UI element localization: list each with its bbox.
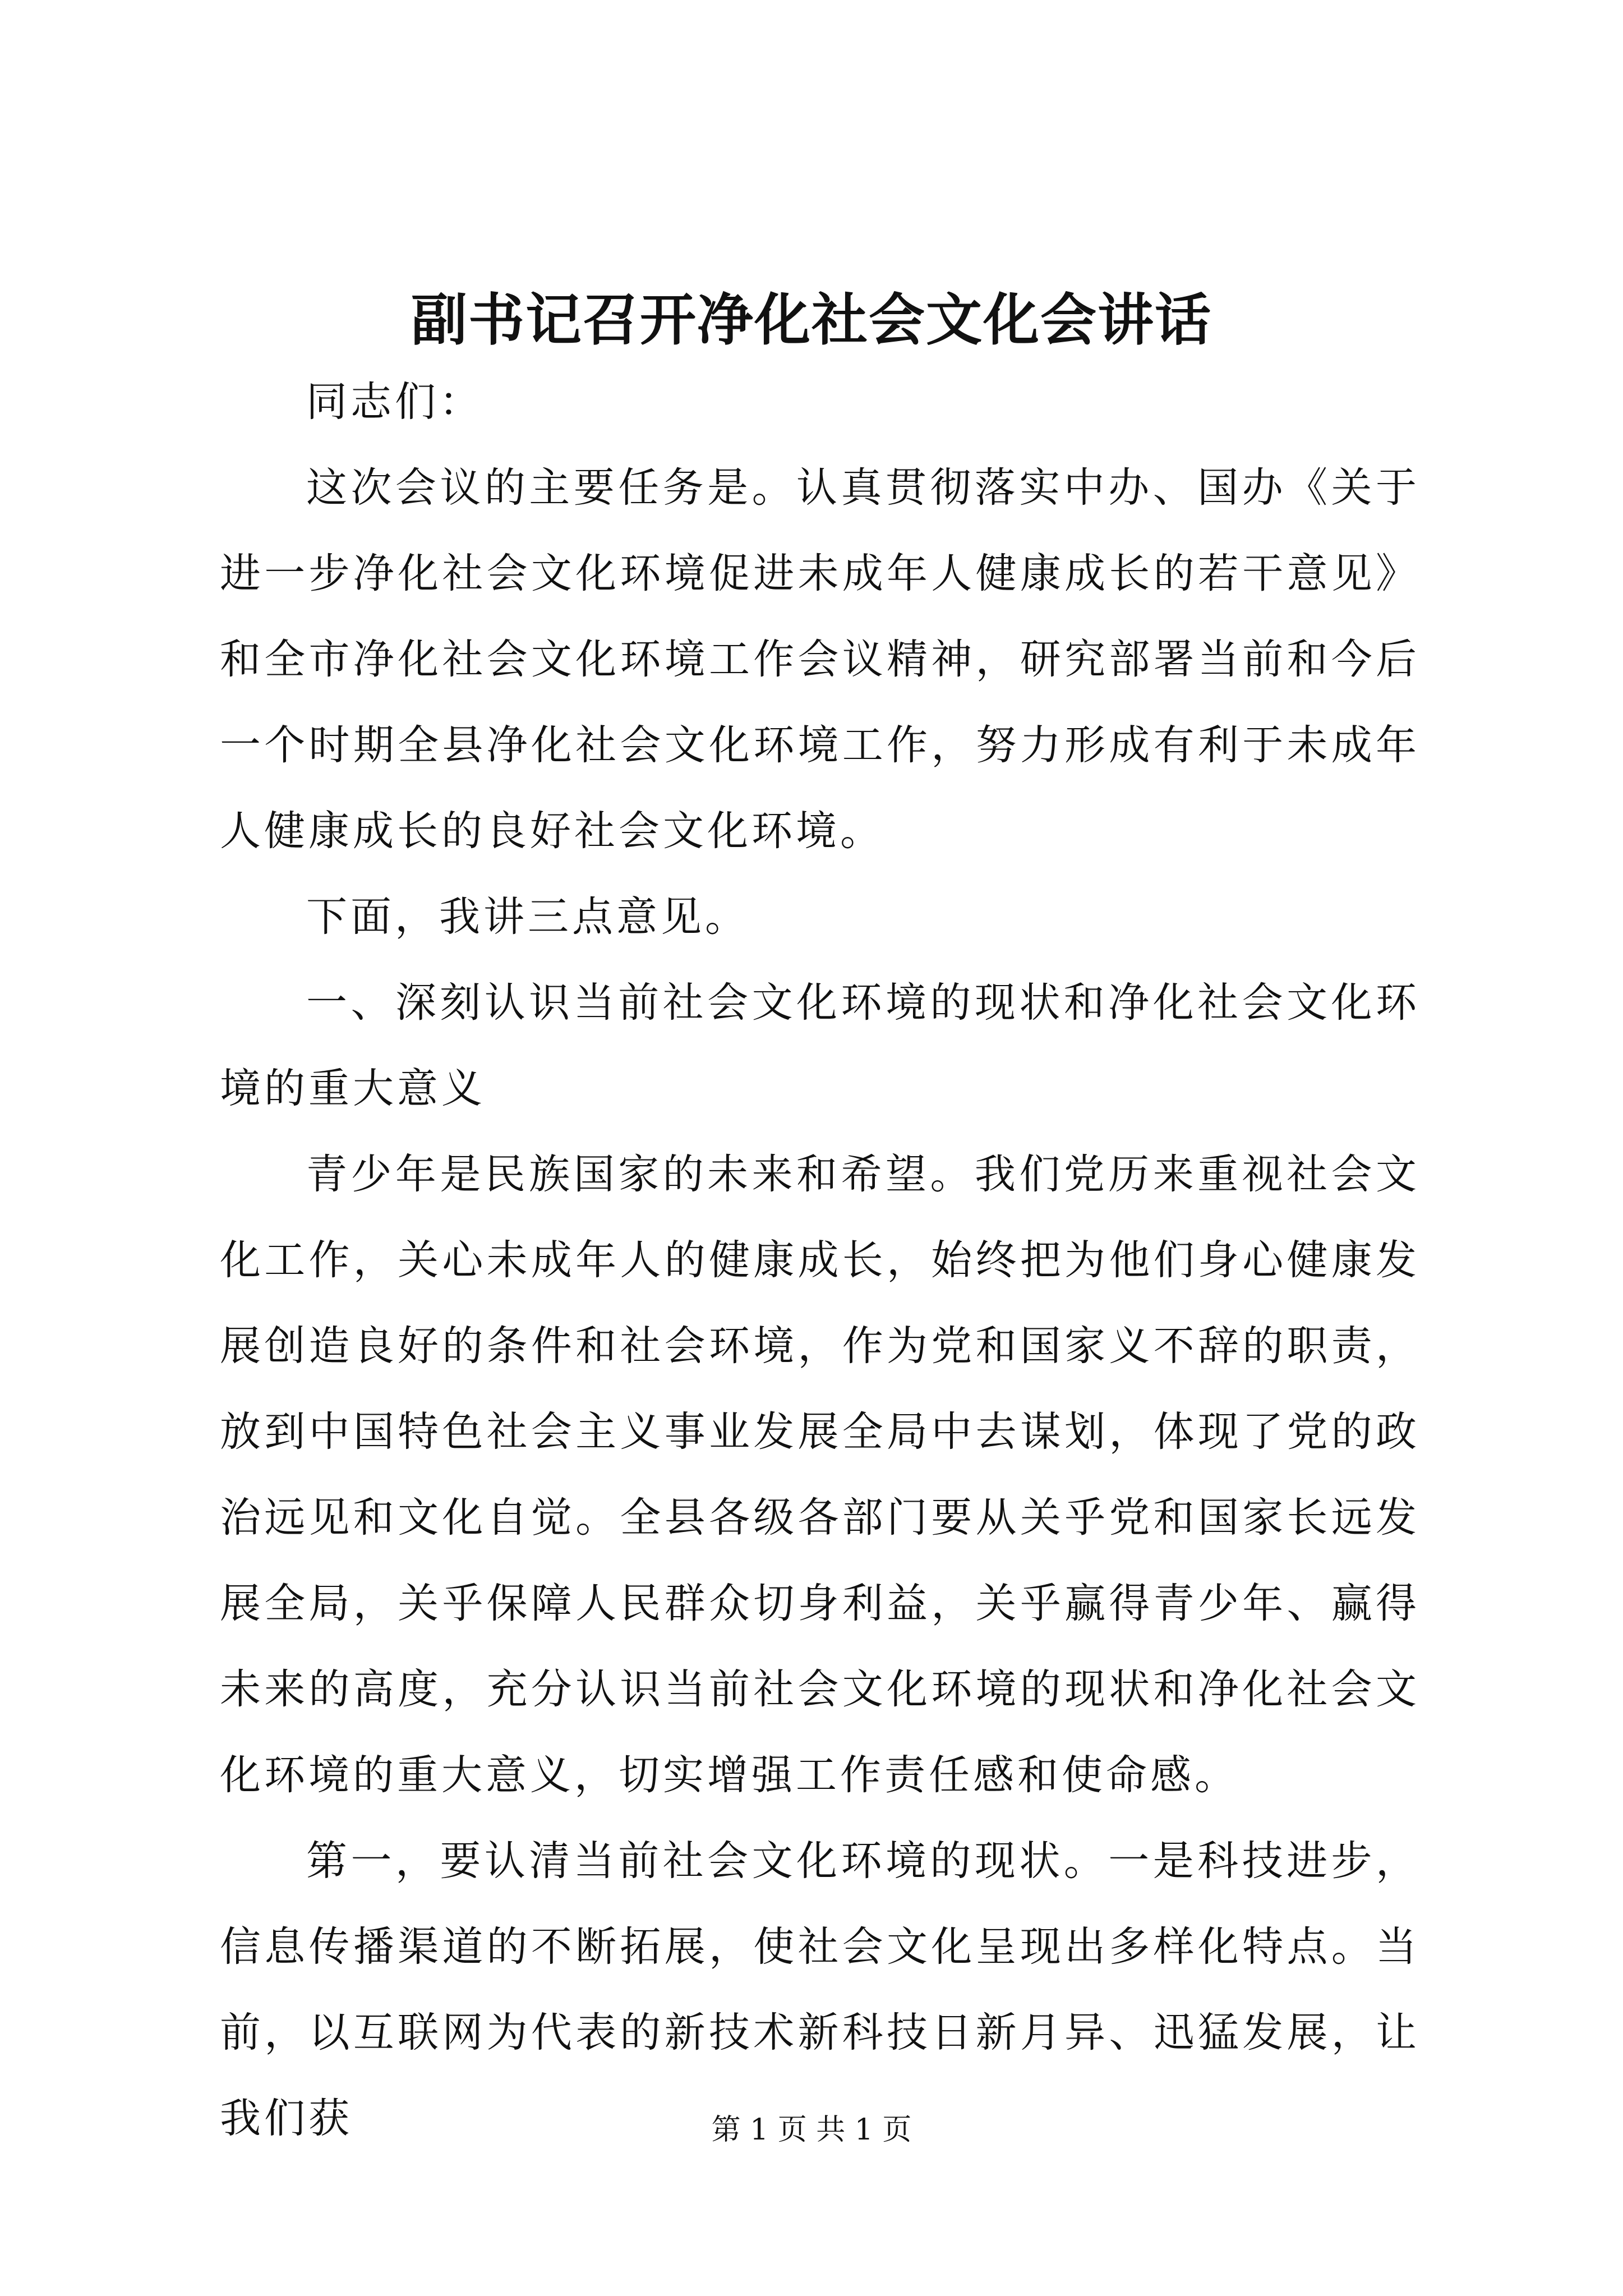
paragraph-first-point: 第一，要认清当前社会文化环境的现状。一是科技进步，信息传播渠道的不断拓展，使社会文化呈现出多样化特点。当前，以互联网为代表的新技术新科技日新月异、迅猛发展，让我们获 bbox=[220, 1837, 1420, 2142]
document-title: 副书记召开净化社会文化会讲话 bbox=[411, 287, 1212, 353]
section-heading-one: 一、深刻认识当前社会文化环境的现状和净化社会文化环境的重大意义 bbox=[220, 979, 1420, 1112]
page-footer: 第 1 页 共 1 页 bbox=[711, 2113, 912, 2147]
paragraph-meeting-task: 这次会议的主要任务是。认真贯彻落实中办、国办《关于进一步净化社会文化环境促进未成年人健康成长的若干意见》和全市净化社会文化环境工作会议精神，研究部署当前和今后一个时期全县净化社会文化环境工作，努力形成有利于未成年人健康成长的良好社会文化环境。 bbox=[220, 464, 1420, 855]
document-body bbox=[220, 359, 1420, 2161]
paragraph-youth-future: 青少年是民族国家的未来和希望。我们党历来重视社会文化工作，关心未成年人的健康成长，始终把为他们身心健康发展创造良好的条件和社会环境，作为党和国家义不辞的职责，放到中国特色社会主义事业发展全局中去谋划，体现了党的政治远见和文化自觉。全县各级各部门要从关乎党和国家长远发展全局，关乎保障人民群众切身利益，关乎赢得青少年、赢得未来的高度，充分认识当前社会文化环境的现状和净化社会文化环境的重大意义，切实增强工作责任感和使命感。 bbox=[220, 1151, 1420, 1799]
paragraph-three-points: 下面，我讲三点意见。 bbox=[306, 893, 749, 941]
paragraph-salutation: 同志们： bbox=[306, 378, 483, 426]
